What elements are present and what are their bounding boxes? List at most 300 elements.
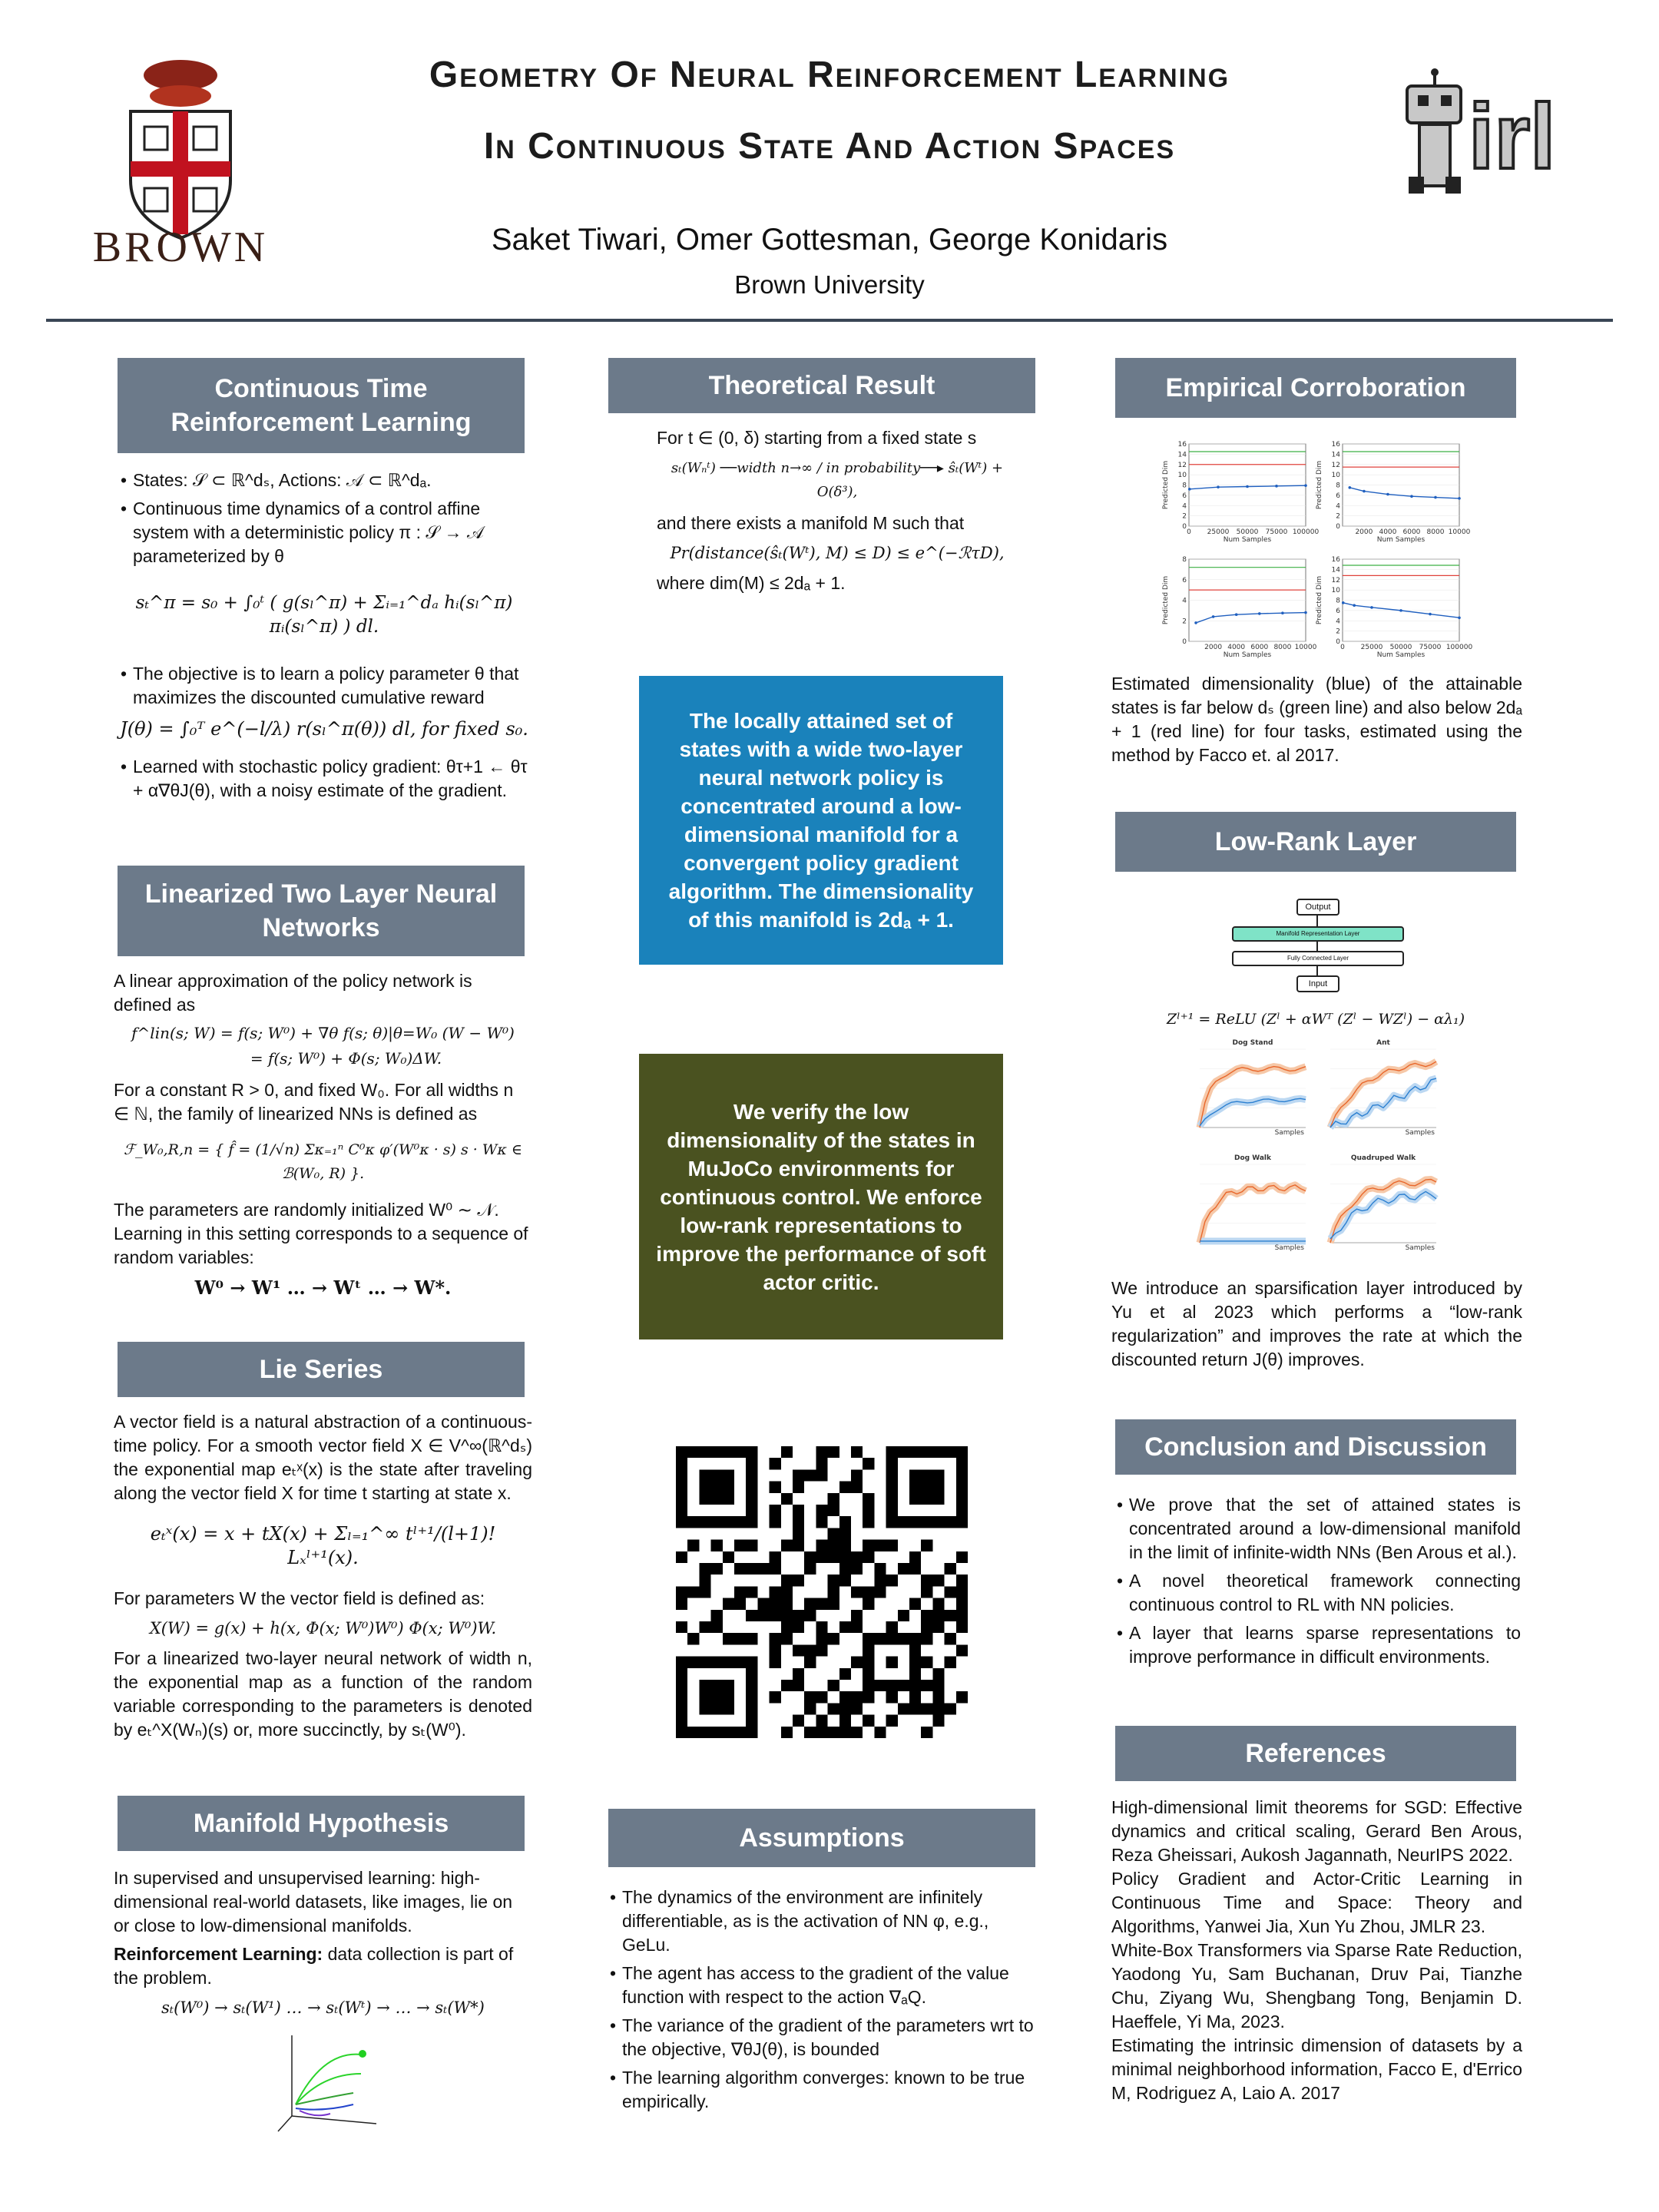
qr-module <box>921 1516 932 1528</box>
lie-equation-2: X(W) = g(x) + h(x, Φ(x; W⁰)W⁰) Φ(x; W⁰)W. <box>149 1619 497 1637</box>
qr-module <box>734 1563 746 1575</box>
qr-module <box>909 1551 921 1563</box>
y-tick-label: 6 <box>1336 492 1340 500</box>
qr-module <box>781 1540 793 1551</box>
dimension-point <box>1258 612 1261 615</box>
qr-module <box>746 1482 757 1493</box>
manifold-trajectory-figure <box>276 2028 384 2135</box>
dimension-point <box>1458 616 1461 619</box>
dimension-point <box>1342 601 1345 604</box>
qr-module <box>804 1691 816 1703</box>
qr-module <box>699 1586 710 1598</box>
dimension-charts-svg <box>1160 438 1473 668</box>
qr-module <box>804 1610 816 1621</box>
qr-module <box>816 1551 827 1563</box>
qr-module <box>746 1586 757 1598</box>
qr-module <box>793 1540 804 1551</box>
y-tick-label: 12 <box>1331 576 1340 584</box>
qr-module <box>793 1528 804 1539</box>
qr-module <box>886 1691 898 1703</box>
qr-module <box>886 1680 898 1691</box>
qr-module <box>874 1633 886 1644</box>
qr-module <box>816 1644 827 1656</box>
qr-module <box>816 1621 827 1633</box>
theory-equation-1: sₜ(Wₙᵗ) ──width n→∞ / in probability──▸ ŝₜ(Wᵗ) + O(δ³), <box>671 460 1004 500</box>
qr-module <box>746 1493 757 1505</box>
qr-module <box>932 1703 944 1714</box>
qr-module <box>687 1540 699 1551</box>
y-tick-label: 8 <box>1182 556 1187 564</box>
qr-module <box>909 1680 921 1691</box>
qr-module <box>863 1540 874 1551</box>
qr-module <box>909 1598 921 1610</box>
qr-module <box>781 1575 793 1586</box>
lowrank-equation: Zˡ⁺¹ = ReLU (Zˡ + αWᵀ (Zˡ − WZˡ) − αλ₁) <box>1166 1011 1465 1028</box>
section-header-references: References <box>1115 1726 1516 1781</box>
qr-module <box>921 1727 932 1738</box>
qr-module <box>781 1598 793 1610</box>
x-tick-label: 4000 <box>1227 644 1246 651</box>
qr-module <box>921 1575 932 1586</box>
qr-module <box>816 1458 827 1469</box>
lin-para-1: A linear approximation of the policy network is defined as <box>114 971 472 1015</box>
y-tick-label: 10 <box>1331 587 1340 595</box>
ctrl-bullet-1: • States: 𝒮 ⊂ ℝ^dₛ, Actions: 𝒜 ⊂ ℝ^dₐ. <box>118 469 531 492</box>
lie-para-3: For a linearized two-layer neural network of width n, the exponential map as a function of the random variable corresponding to the parameters is denoted by eₜ^X(Wₙ)(s) or, more succinctly, by sₜ(W⁰). <box>114 1648 532 1740</box>
qr-module <box>886 1469 898 1481</box>
qr-module <box>886 1540 898 1551</box>
manifold-rl-label: Reinforcement Learning: <box>114 1944 323 1964</box>
x-tick-label: 100000 <box>1292 528 1320 536</box>
qr-module <box>723 1469 734 1481</box>
qr-module <box>723 1482 734 1493</box>
qr-module <box>839 1703 851 1714</box>
ctrl-bullet-3: • The objective is to learn a policy parameter θ that maximizes the discounted cumulative reward <box>118 662 531 710</box>
qr-module <box>781 1446 793 1458</box>
qr-code-icon <box>676 1446 968 1738</box>
qr-module <box>874 1563 886 1575</box>
conclusion-body <box>1114 1493 1521 1674</box>
return-plot-title: Ant <box>1376 1039 1390 1047</box>
x-axis-label: Num Samples <box>1376 536 1426 544</box>
qr-module <box>699 1482 710 1493</box>
y-tick-label: 4 <box>1336 618 1340 626</box>
blue-highlight-box: The locally attained set of states with a wide two-layer neural network policy is concentrated around a low-dimensional manifold for a convergent policy gradient algorithm. The dimensionality of this manifold is 2dₐ + 1. <box>639 676 1003 965</box>
qr-module <box>932 1516 944 1528</box>
qr-module <box>898 1516 909 1528</box>
qr-module <box>828 1633 839 1644</box>
lin-equation-1: f^lin(s; W) = f(s; W⁰) + ∇θ f(s; θ)|θ=W₀ (W − W⁰) <box>131 1024 515 1042</box>
qr-module <box>781 1621 793 1633</box>
qr-module <box>898 1703 909 1714</box>
qr-module <box>711 1691 723 1703</box>
qr-module <box>909 1563 921 1575</box>
qr-module <box>711 1446 723 1458</box>
return-x-label: Samples <box>1405 1244 1435 1252</box>
x-tick-label: 0 <box>1187 528 1191 536</box>
diagram-manifold-box: Manifold Representation Layer <box>1232 926 1404 942</box>
qr-module <box>932 1691 944 1703</box>
qr-module <box>956 1493 968 1505</box>
qr-module <box>921 1493 932 1505</box>
qr-module <box>828 1598 839 1610</box>
lin-body <box>114 969 532 1306</box>
qr-module <box>956 1551 968 1563</box>
qr-module <box>699 1703 710 1714</box>
lie-para-2: For parameters W the vector field is defined as: <box>114 1588 485 1608</box>
qr-module <box>746 1668 757 1680</box>
qr-module <box>770 1482 781 1493</box>
qr-module <box>932 1621 944 1633</box>
qr-module <box>676 1458 687 1469</box>
qr-module <box>909 1691 921 1703</box>
qr-module <box>676 1680 687 1691</box>
qr-module <box>804 1657 816 1668</box>
qr-module <box>770 1586 781 1598</box>
x-tick-label: 50000 <box>1236 528 1259 536</box>
conclusion-bullet-3: • A layer that learns sparse representations to improve performance in difficult environments. <box>1114 1621 1521 1669</box>
dimension-point <box>1458 497 1461 500</box>
dimension-charts <box>1160 438 1473 668</box>
assumption-4: • The learning algorithm converges: known to be true empirically. <box>607 2066 1037 2114</box>
qr-module <box>699 1469 710 1481</box>
dimension-point <box>1194 621 1197 624</box>
qr-module <box>793 1621 804 1633</box>
qr-module <box>816 1505 827 1516</box>
section-header-lin: Linearized Two Layer Neural Networks <box>118 866 525 956</box>
qr-module <box>770 1516 781 1528</box>
qr-module <box>898 1446 909 1458</box>
qr-module <box>945 1610 956 1621</box>
dimension-point <box>1353 604 1356 607</box>
y-tick-label: 16 <box>1331 556 1340 564</box>
references-body <box>1111 1796 1522 2105</box>
reference-3: White-Box Transformers via Sparse Rate Reduction, Yaodong Yu, Sam Buchanan, Druv Pai, Tianzhe Chu, Ziyang Wu, Shengbang Tong, Benjamin D. Haeffele, Yi Ma, 2023. <box>1111 1940 1522 2032</box>
qr-module <box>874 1727 886 1738</box>
x-tick-label: 4000 <box>1379 528 1397 536</box>
qr-module <box>687 1446 699 1458</box>
qr-module <box>909 1482 921 1493</box>
return-x-label: Samples <box>1405 1129 1435 1137</box>
dimension-point <box>1370 606 1373 609</box>
section-header-conclusion: Conclusion and Discussion <box>1115 1419 1516 1475</box>
section-header-theory: Theoretical Result <box>608 358 1035 413</box>
qr-module <box>746 1563 757 1575</box>
qr-module <box>839 1516 851 1528</box>
qr-module <box>746 1715 757 1727</box>
qr-module <box>909 1703 921 1714</box>
qr-module <box>932 1680 944 1691</box>
qr-module <box>851 1469 863 1481</box>
qr-module <box>746 1540 757 1551</box>
qr-module <box>711 1727 723 1738</box>
qr-module <box>699 1493 710 1505</box>
qr-module <box>839 1691 851 1703</box>
qr-module <box>770 1633 781 1644</box>
lie-equation-1: eₜˣ(x) = x + tX(x) + Σₗ₌₁^∞ tˡ⁺¹/(l+1)! Lₓˡ⁺¹(x). <box>150 1523 496 1568</box>
qr-module <box>932 1715 944 1727</box>
y-tick-label: 0 <box>1336 523 1340 531</box>
qr-module <box>839 1621 851 1633</box>
qr-module <box>770 1657 781 1668</box>
qr-module <box>676 1469 687 1481</box>
title-line-2: In Continuous State And Action Spaces <box>483 126 1176 167</box>
y-tick-label: 6 <box>1182 492 1187 500</box>
qr-module <box>909 1469 921 1481</box>
qr-module <box>746 1727 757 1738</box>
diagram-input-box: Input <box>1296 975 1339 992</box>
qr-module <box>839 1551 851 1563</box>
qr-module <box>804 1551 816 1563</box>
x-tick-label: 8000 <box>1273 644 1292 651</box>
lowrank-diagram <box>1229 899 1406 992</box>
qr-module <box>699 1657 710 1668</box>
qr-module <box>956 1482 968 1493</box>
qr-module <box>886 1715 898 1727</box>
y-axis-label: Predicted Dim <box>1162 575 1170 625</box>
irl-logo <box>1398 69 1582 207</box>
qr-module <box>734 1727 746 1738</box>
x-tick-label: 6000 <box>1250 644 1269 651</box>
qr-module <box>734 1516 746 1528</box>
qr-module <box>863 1657 874 1668</box>
qr-module <box>781 1493 793 1505</box>
qr-module <box>711 1469 723 1481</box>
qr-module <box>734 1586 746 1598</box>
qr-module <box>898 1680 909 1691</box>
reference-2: Policy Gradient and Actor-Critic Learning in Continuous Time and Space: Theory and Algorithms, Yanwei Jia, Xun Yu Zhou, JMLR 23. <box>1111 1869 1522 1936</box>
section-header-lowrank: Low-Rank Layer <box>1115 812 1516 872</box>
qr-module <box>921 1703 932 1714</box>
y-tick-label: 4 <box>1182 502 1187 511</box>
qr-module <box>711 1516 723 1528</box>
qr-module <box>676 1621 687 1633</box>
qr-module <box>956 1458 968 1469</box>
qr-module <box>932 1469 944 1481</box>
return-plots-svg <box>1183 1037 1444 1267</box>
qr-module <box>945 1633 956 1644</box>
lowrank-return-line <box>1200 1067 1306 1128</box>
dimension-point <box>1399 609 1402 612</box>
theory-line-3: where dim(M) ≤ 2dₐ + 1. <box>657 573 846 593</box>
qr-module <box>711 1680 723 1691</box>
y-tick-label: 12 <box>1331 461 1340 469</box>
dimension-point <box>1304 484 1307 487</box>
qr-module <box>676 1715 687 1727</box>
qr-module <box>956 1644 968 1656</box>
qr-module <box>921 1633 932 1644</box>
qr-module <box>804 1727 816 1738</box>
y-axis-label: Predicted Dim <box>1162 460 1170 510</box>
lie-body <box>114 1410 532 1747</box>
qr-module <box>839 1727 851 1738</box>
dimension-point <box>1349 486 1352 489</box>
qr-module <box>886 1621 898 1633</box>
lie-para-1: A vector field is a natural abstraction of a continuous-time policy. For a smooth vector field X ∈ V^∞(ℝ^dₛ) the exponential map eₜˣ(x) is the state after traveling along the vector field X for time t starting at state x. <box>114 1412 532 1503</box>
qr-module <box>932 1598 944 1610</box>
qr-module <box>793 1644 804 1656</box>
qr-module <box>921 1469 932 1481</box>
qr-module <box>863 1458 874 1469</box>
qr-module <box>676 1586 687 1598</box>
dimension-point <box>1217 485 1220 488</box>
y-tick-label: 8 <box>1336 482 1340 490</box>
return-plot-title: Dog Walk <box>1234 1154 1271 1162</box>
lin-equation-3: ℱ_W₀,R,n = { f̂ = (1/√n) Σκ₌₁ⁿ C⁰κ φ′(W⁰κ · s) s · Wκ ∈ ℬ(W₀, R) }. <box>124 1141 522 1182</box>
qr-module <box>699 1691 710 1703</box>
qr-module <box>839 1563 851 1575</box>
reference-1: High-dimensional limit theorems for SGD: Effective dynamics and critical scaling, Gerard Ben Arous, Reza Gheissari, Aukosh Jagannath, NeurIPS 2022. <box>1111 1797 1522 1865</box>
dimension-point <box>1281 611 1284 614</box>
qr-module <box>898 1633 909 1644</box>
qr-module <box>956 1691 968 1703</box>
qr-module <box>793 1610 804 1621</box>
qr-module <box>781 1586 793 1598</box>
qr-module <box>816 1540 827 1551</box>
qr-module <box>711 1482 723 1493</box>
theory-body <box>657 426 1018 600</box>
qr-module <box>816 1469 827 1481</box>
dimension-point <box>1304 611 1307 614</box>
qr-module <box>734 1446 746 1458</box>
dimension-point <box>1246 485 1249 488</box>
qr-module <box>932 1482 944 1493</box>
qr-module <box>874 1680 886 1691</box>
qr-module <box>699 1575 710 1586</box>
qr-module <box>921 1586 932 1598</box>
qr-module <box>699 1563 710 1575</box>
qr-module <box>734 1540 746 1551</box>
qr-module <box>711 1657 723 1668</box>
qr-module <box>676 1505 687 1516</box>
qr-module <box>909 1644 921 1656</box>
green-highlight-box: We verify the low dimensionality of the states in MuJoCo environments for continuous control. We enforce low-rank representations to improve the performance of soft actor critic. <box>639 1054 1003 1339</box>
qr-module <box>816 1715 827 1727</box>
qr-module <box>781 1727 793 1738</box>
qr-module <box>816 1446 827 1458</box>
qr-module <box>793 1680 804 1691</box>
qr-module <box>793 1469 804 1481</box>
qr-module <box>676 1551 687 1563</box>
qr-module <box>851 1657 863 1668</box>
qr-module <box>898 1610 909 1621</box>
manifold-rl-text: data collection is part of the problem. <box>114 1944 514 1988</box>
x-tick-label: 25000 <box>1207 528 1230 536</box>
x-tick-label: 6000 <box>1402 528 1421 536</box>
qr-module <box>828 1586 839 1598</box>
affiliation: Brown University <box>734 270 925 299</box>
qr-module <box>676 1703 687 1714</box>
qr-module <box>909 1633 921 1644</box>
qr-module <box>746 1458 757 1469</box>
qr-module <box>676 1668 687 1680</box>
qr-module <box>956 1598 968 1610</box>
manifold-para-1: In supervised and unsupervised learning: high-dimensional real-world datasets, like images, lie on or close to low-dimensional manifolds. <box>114 1868 513 1936</box>
manifold-equation-1: sₜ(W⁰) → sₜ(W¹) … → sₜ(Wᵗ) → … → sₜ(W*) <box>161 1998 485 2017</box>
reference-4: Estimating the intrinsic dimension of datasets by a minimal neighborhood information, Facco E, d'Errico M, Rodriguez A, Laio A. 2017 <box>1111 2035 1522 2103</box>
y-tick-label: 0 <box>1336 638 1340 646</box>
y-tick-label: 6 <box>1336 607 1340 615</box>
lin-equation-4: W⁰ → W¹ … → Wᵗ … → W*. <box>194 1277 452 1299</box>
return-plots <box>1183 1037 1444 1267</box>
y-tick-label: 4 <box>1336 502 1340 511</box>
y-tick-label: 6 <box>1182 576 1187 584</box>
qr-module <box>711 1540 723 1551</box>
diagram-arrows <box>1229 899 1406 992</box>
manifold-trajectory-icon <box>276 2028 384 2135</box>
qr-module <box>734 1657 746 1668</box>
qr-module <box>863 1598 874 1610</box>
qr-module <box>945 1703 956 1714</box>
qr-module <box>746 1469 757 1481</box>
qr-module <box>676 1516 687 1528</box>
lowrank-return-band <box>1330 1061 1436 1128</box>
x-tick-label: 2000 <box>1355 528 1373 536</box>
x-axis-label: Num Samples <box>1223 651 1272 659</box>
section-header-empirical: Empirical Corroboration <box>1115 358 1516 418</box>
y-tick-label: 10 <box>1331 472 1340 480</box>
qr-module <box>886 1493 898 1505</box>
qr-module <box>723 1727 734 1738</box>
ctrl-body <box>118 469 531 807</box>
qr-module <box>921 1540 932 1551</box>
qr-module <box>746 1505 757 1516</box>
qr-module <box>956 1621 968 1633</box>
qr-module <box>781 1610 793 1621</box>
x-tick-label: 50000 <box>1389 644 1412 651</box>
qr-module <box>839 1575 851 1586</box>
qr-module <box>770 1644 781 1656</box>
qr-module <box>932 1493 944 1505</box>
manifold-body <box>114 1866 532 2026</box>
qr-module <box>816 1598 827 1610</box>
qr-module <box>816 1727 827 1738</box>
ctrl-bullet-4: • Learned with stochastic policy gradient: θτ+1 ← θτ + α∇θJ(θ), with a noisy estimate of the gradient. <box>118 755 531 803</box>
qr-module <box>723 1633 734 1644</box>
x-axis-label: Num Samples <box>1223 536 1272 544</box>
lowrank-return-band <box>1200 1067 1306 1128</box>
dimension-point <box>1434 496 1437 499</box>
theory-equation-2: Pr(distance(ŝₜ(Wᵗ), M) ≤ D) ≤ e^(−ℛτD), <box>670 544 1005 562</box>
y-tick-label: 2 <box>1182 618 1187 626</box>
qr-module <box>886 1458 898 1469</box>
y-tick-label: 0 <box>1182 638 1187 646</box>
dimension-point <box>1188 488 1191 491</box>
qr-module <box>956 1469 968 1481</box>
x-tick-label: 10000 <box>1448 528 1471 536</box>
qr-module <box>770 1563 781 1575</box>
dimension-point <box>1275 485 1278 488</box>
qr-module <box>909 1657 921 1668</box>
y-tick-label: 16 <box>1331 441 1340 449</box>
qr-module <box>781 1633 793 1644</box>
qr-module <box>804 1703 816 1714</box>
dimension-point <box>1410 495 1413 498</box>
qr-module <box>874 1540 886 1551</box>
qr-module <box>676 1482 687 1493</box>
lowrank-caption: We introduce an sparsification layer introduced by Yu et al 2023 which performs a “low-rank regularization” and improves the rate at which the discounted return J(θ) improves. <box>1111 1278 1522 1369</box>
x-tick-label: 2000 <box>1204 644 1223 651</box>
y-tick-label: 10 <box>1177 472 1187 480</box>
qr-module <box>793 1516 804 1528</box>
qr-module <box>851 1691 863 1703</box>
y-axis-label: Predicted Dim <box>1316 460 1323 510</box>
qr-module <box>863 1633 874 1644</box>
qr-module <box>723 1657 734 1668</box>
assumption-2: • The agent has access to the gradient of the value function with respect to the action ∇ₐQ. <box>607 1962 1037 2009</box>
qr-module <box>711 1703 723 1714</box>
ctrl-equation-2: J(θ) = ∫₀ᵀ e^(−l/λ) r(sₗ^π(θ)) dl, for fixed s₀. <box>120 718 528 740</box>
